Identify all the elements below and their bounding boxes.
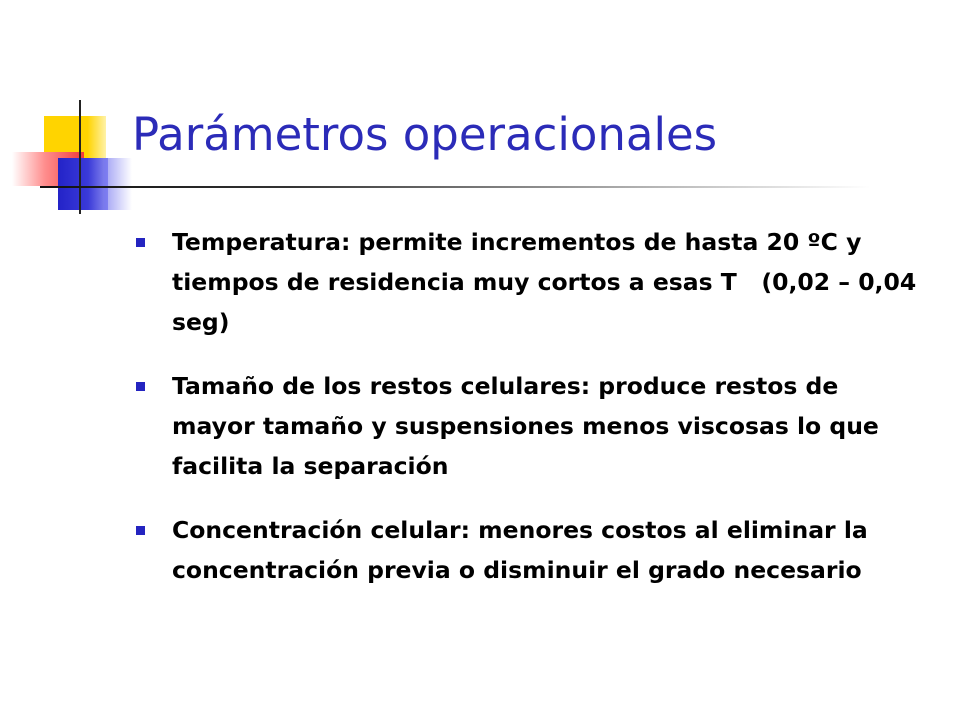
title-underline — [40, 186, 870, 188]
bullet-square-icon — [136, 382, 145, 391]
bullet-text: Concentración celular: menores costos al eliminar la concentración previa o disminuir el grado necesario — [172, 516, 876, 584]
bullet-square-icon — [136, 526, 145, 535]
decorative-blue-square — [58, 158, 108, 210]
bullet-text: Temperatura: permite incrementos de hasta 20 ºC y tiempos de residencia muy cortos a esas T (0,02 – 0,04 seg) — [172, 228, 925, 336]
bullet-item — [133, 366, 923, 486]
decorative-vertical-line — [79, 100, 81, 214]
bullet-list — [133, 222, 923, 614]
bullet-square-icon — [136, 238, 145, 247]
decorative-blue-fade — [104, 158, 132, 210]
bullet-text: Tamaño de los restos celulares: produce restos de mayor tamaño y suspensiones menos viscosas lo que facilita la separación — [172, 372, 888, 480]
bullet-item — [133, 510, 923, 590]
slide-title: Parámetros operacionales — [132, 108, 718, 161]
bullet-item — [133, 222, 923, 342]
